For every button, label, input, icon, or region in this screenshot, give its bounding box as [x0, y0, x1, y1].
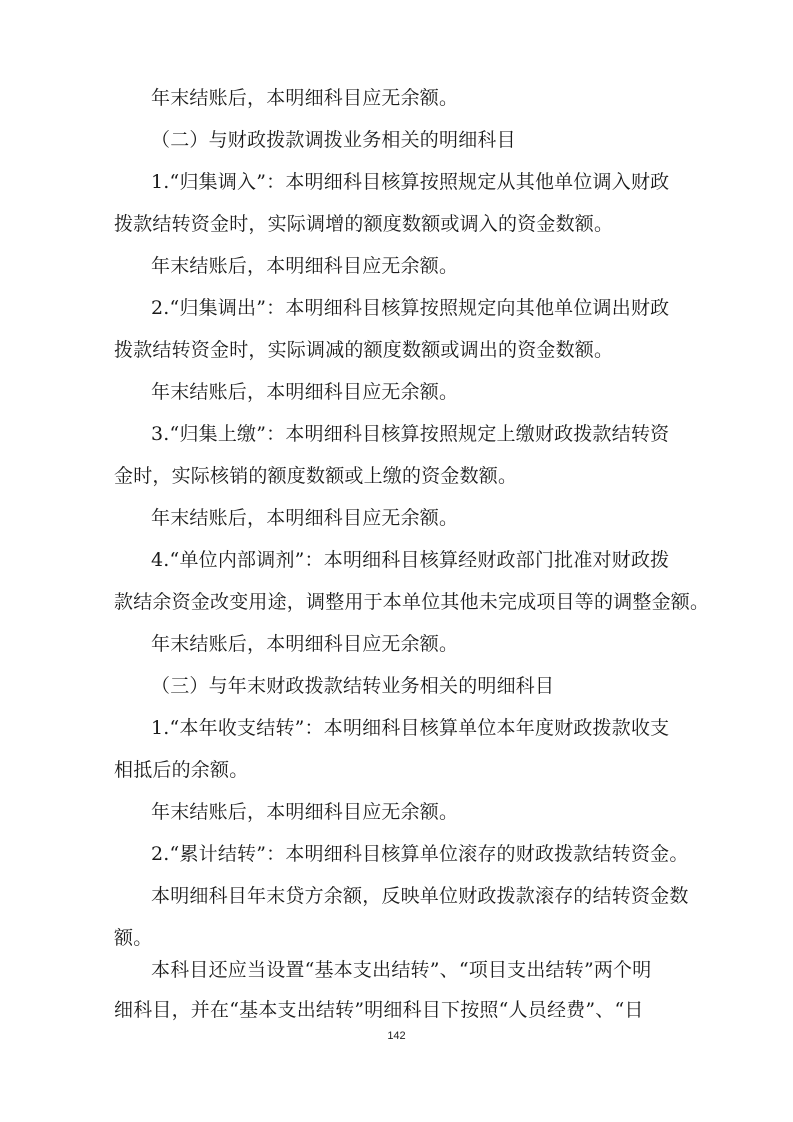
- paragraph-line: 相抵后的余额。: [114, 759, 249, 781]
- paragraph-line: 细科目，并在“基本支出结转”明细科目下按照“人员经费”、“日: [114, 999, 644, 1021]
- section-heading: （三）与年末财政拨款结转业务相关的明细科目: [151, 675, 555, 697]
- paragraph-line: 本明细科目年末贷方余额，反映单位财政拨款滚存的结转资金数: [151, 885, 689, 907]
- paragraph-line: 2.“累计结转”：本明细科目核算单位滚存的财政拨款结转资金。: [151, 843, 689, 865]
- paragraph-line: 年末结账后，本明细科目应无余额。: [151, 801, 459, 823]
- paragraph-line: 年末结账后，本明细科目应无余额。: [151, 633, 459, 655]
- paragraph-line: 1.“归集调入”：本明细科目核算按照规定从其他单位调入财政: [151, 171, 670, 193]
- paragraph-line: 款结余资金改变用途，调整用于本单位其他未完成项目等的调整金额。: [114, 591, 710, 613]
- paragraph-line: 金时，实际核销的额度数额或上缴的资金数额。: [114, 465, 518, 487]
- paragraph-line: 拨款结转资金时，实际调减的额度数额或调出的资金数额。: [114, 339, 614, 361]
- paragraph-line: 本科目还应当设置“基本支出结转”、“项目支出结转”两个明: [151, 959, 652, 981]
- paragraph-line: 4.“单位内部调剂”：本明细科目核算经财政部门批准对财政拨: [151, 549, 670, 571]
- paragraph-line: 年末结账后，本明细科目应无余额。: [151, 255, 459, 277]
- section-heading: （二）与财政拨款调拨业务相关的明细科目: [151, 129, 516, 151]
- paragraph-line: 年末结账后，本明细科目应无余额。: [151, 507, 459, 529]
- paragraph-line: 年末结账后，本明细科目应无余额。: [151, 381, 459, 403]
- page-number: 142: [387, 1030, 406, 1042]
- paragraph-line: 2.“归集调出”：本明细科目核算按照规定向其他单位调出财政: [151, 297, 670, 319]
- paragraph-line: 年末结账后，本明细科目应无余额。: [151, 87, 459, 109]
- paragraph-line: 3.“归集上缴”：本明细科目核算按照规定上缴财政拨款结转资: [151, 423, 670, 445]
- paragraph-line: 拨款结转资金时，实际调增的额度数额或调入的资金数额。: [114, 213, 614, 235]
- paragraph-line: 1.“本年收支结转”：本明细科目核算单位本年度财政拨款收支: [151, 717, 670, 739]
- paragraph-line: 额。: [114, 927, 153, 949]
